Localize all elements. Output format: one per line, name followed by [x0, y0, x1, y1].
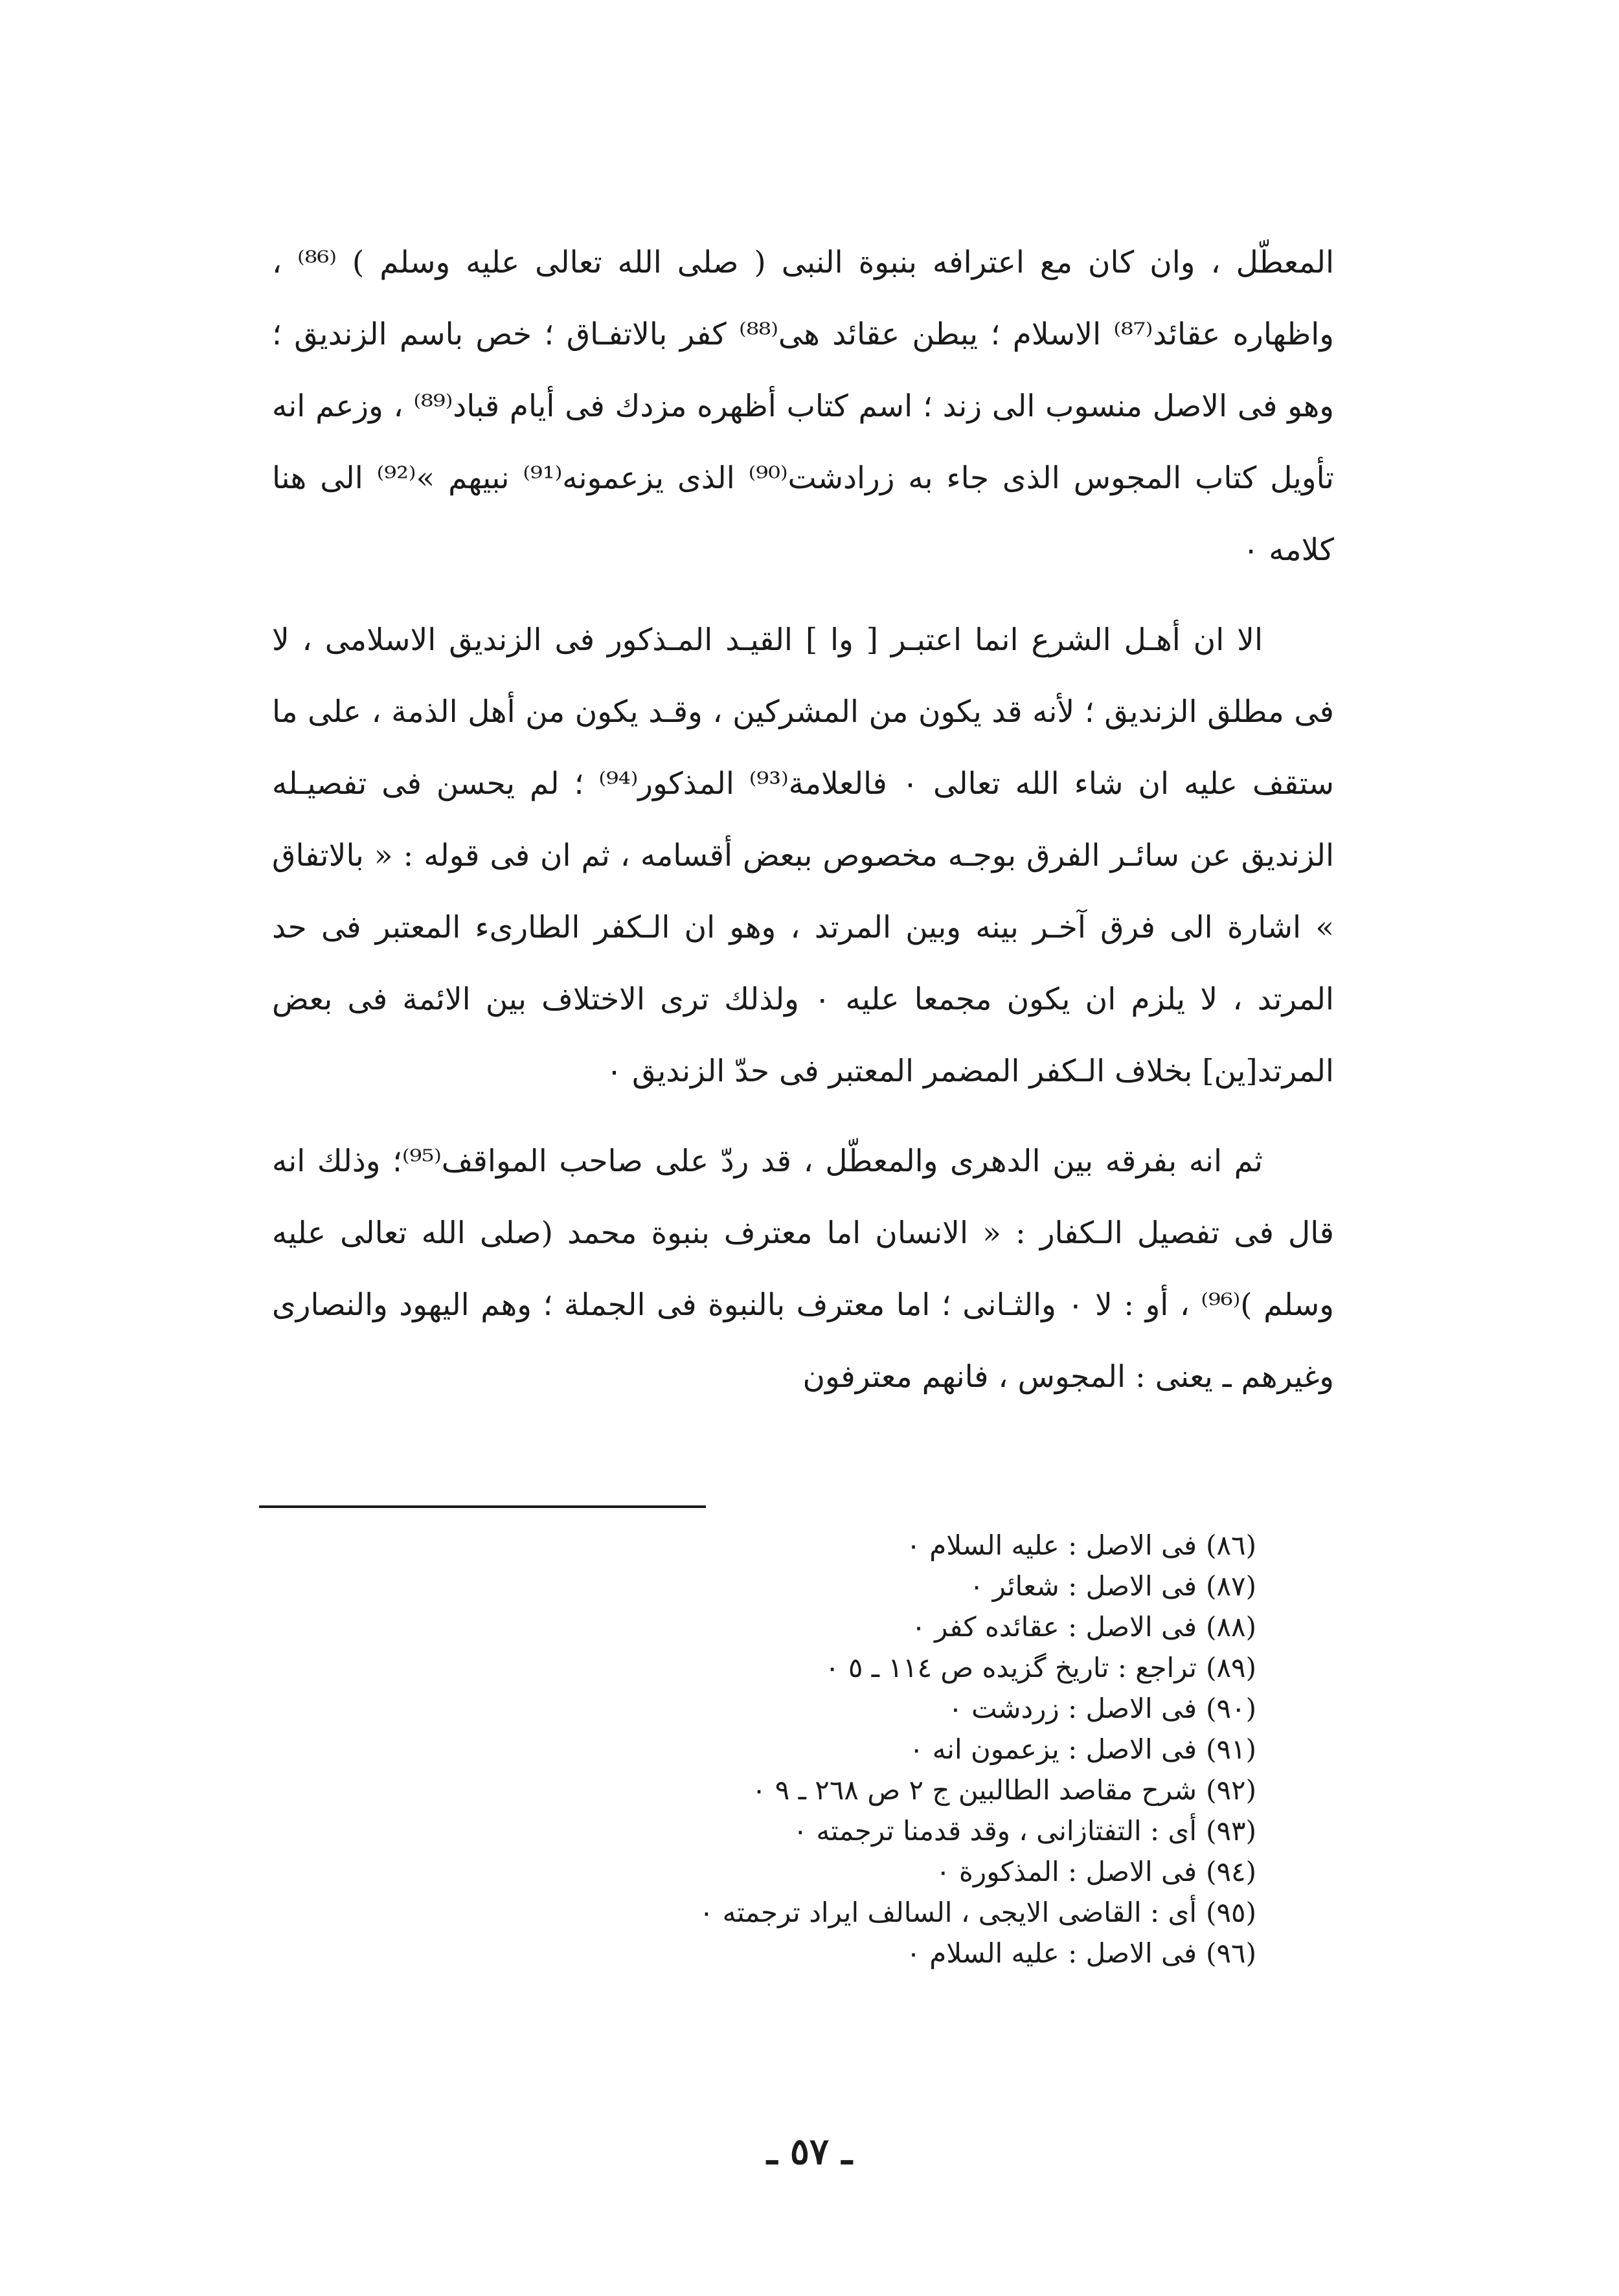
footnote-text: فى الاصل : زردشت ٠ [948, 1693, 1197, 1724]
footnote-text: تراجع : تاريخ گزيده ص ١١٤ ـ ٥ ٠ [824, 1652, 1197, 1683]
footnotes-list [324, 1525, 1256, 1974]
footnote-text: فى الاصل : عليه السلام ٠ [906, 1529, 1197, 1561]
page-number: ـ ٥٧ ـ [767, 2130, 852, 2173]
footnote-number: (٩٠) [1206, 1693, 1256, 1724]
footnote-93 [324, 1810, 1256, 1851]
footnote-text: أى : التفتازانى ، وقد قدمنا ترجمته ٠ [793, 1815, 1197, 1847]
footnote-88 [324, 1606, 1256, 1647]
footnote-number: (٩٣) [1206, 1815, 1256, 1847]
paragraph-3: ثم انه بفرقه بين الدهرى والمعطّل ، قد ردّ على صاحب المواقف⁽⁹⁵⁾؛ وذلك انه قال فى تفصيل الـكفار : « الانسان اما معترف بنبوة محمد (صلى الله تعالى عليه وسلم )⁽⁹⁶⁾ ، أو : لا ٠ والثـانى ؛ اما معترف بالنبوة فى الجملة ؛ وهم اليهود والنصارى وغيرهم ـ يعنى : المجوس ، فانهم معترفون [272, 1143, 1334, 1395]
footnote-text: أى : القاضى الايجى ، السالف ايراد ترجمته ٠ [699, 1896, 1197, 1928]
footnote-number: (٩٢) [1206, 1774, 1256, 1806]
footnote-86 [324, 1525, 1256, 1566]
footnote-number: (٩٦) [1206, 1937, 1256, 1969]
paragraph-2: الا ان أهـل الشرع انما اعتبـر [ وا ] القيـد المـذكور فى الزنديق الاسلامى ، لا فى مطلق الزنديق ؛ لأنه قد يكون من المشركين ، وقـد يكون من أهل الذمة ، على ما ستقف عليه ان شاء الله تعالى ٠ فالعلامة⁽⁹³⁾ المذكور⁽⁹⁴⁾ ؛ لم يحسن فى تفصيـله الزنديق عن سائـر الفرق بوجـه مخصوص ببعض أقسامه ، ثم ان فى قوله : « بالاتفاق » اشارة الى فرق آخـر بينه وبين المرتد ، وهو ان الـكفر الطارىء المعتبر فى حد المرتد ، لا يلزم ان يكون مجمعا عليه ٠ ولذلك ترى الاختلاف بين الائمة فى بعض المرتد[ين] بخلاف الـكفر المضمر المعتبر فى حدّ الزنديق ٠ [272, 622, 1335, 1089]
footnote-90 [324, 1688, 1256, 1729]
footnote-number: (٨٧) [1206, 1570, 1256, 1602]
footnote-number: (٩٤) [1206, 1856, 1256, 1887]
footnote-text: شرح مقاصد الطالبين ج ٢ ص ٢٦٨ ـ ٩ ٠ [751, 1774, 1197, 1806]
footnote-87 [324, 1566, 1256, 1606]
footnote-94 [324, 1851, 1256, 1892]
footnote-91 [324, 1729, 1256, 1770]
footnote-92 [324, 1770, 1256, 1810]
footnote-89 [324, 1647, 1256, 1688]
footnote-separator [259, 1505, 706, 1508]
footnote-number: (٨٨) [1206, 1611, 1256, 1643]
footnote-text: فى الاصل : عقائده كفر ٠ [911, 1611, 1197, 1643]
footnote-text: فى الاصل : شعائر ٠ [969, 1570, 1197, 1602]
main-text-block [272, 227, 1334, 1413]
footnote-text: فى الاصل : يزعمون انه ٠ [909, 1733, 1197, 1765]
paragraph-1: المعطّل ، وان كان مع اعترافه بنبوة النبى ( صلى الله تعالى عليه وسلم ) ⁽⁸⁶⁾ ، واظهاره عقائد⁽⁸⁷⁾ الاسلام ؛ يبطن عقائد هى⁽⁸⁸⁾ كفر بالاتفـاق ؛ خص باسم الزنديق ؛ وهو فى الاصل منسوب الى زند ؛ اسم كتاب أظهره مزدك فى أيام قباد⁽⁸⁹⁾ ، وزعم انه تأويل كتاب المجوس الذى جاء به زرادشت⁽⁹⁰⁾ الذى يزعمونه⁽⁹¹⁾ نبيهم »⁽⁹²⁾ الى هنا كلامه ٠ [272, 245, 1334, 568]
footnote-number: (٨٩) [1206, 1652, 1256, 1683]
footnote-text: فى الاصل : عليه السلام ٠ [906, 1937, 1197, 1969]
footnote-96 [324, 1933, 1256, 1974]
footnote-95 [324, 1892, 1256, 1933]
footnote-number: (٨٦) [1206, 1529, 1256, 1561]
footnote-number: (٩٥) [1206, 1896, 1256, 1928]
footnote-text: فى الاصل : المذكورة ٠ [936, 1856, 1197, 1887]
footnote-number: (٩١) [1206, 1733, 1256, 1765]
